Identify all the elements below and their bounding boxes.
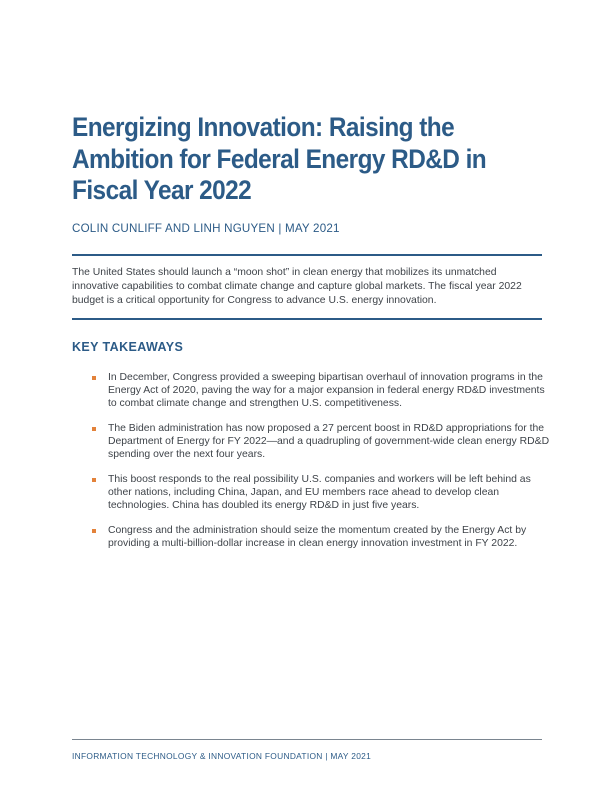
square-bullet-icon	[92, 478, 96, 482]
takeaway-item	[92, 524, 552, 550]
summary-top-rule	[72, 254, 542, 256]
summary-paragraph: The United States should launch a “moon shot” in clean energy that mobilizes its unmatched innovative capabilities to combat climate change and capture global markets. The fiscal year 2022 budget is a critical opportunity for Congress to advance U.S. energy innovation.	[72, 267, 522, 306]
square-bullet-icon	[92, 376, 96, 380]
key-takeaways-list	[92, 371, 552, 562]
footer-rule	[72, 739, 542, 740]
page-footer: INFORMATION TECHNOLOGY & INNOVATION FOUNDATION | MAY 2021	[72, 751, 372, 761]
takeaway-item	[92, 422, 552, 461]
takeaway-text: This boost responds to the real possibility U.S. companies and workers will be left behind as other nations, including China, Japan, and EU members race ahead to develop clean technologies. China has doubled its energy RD&D in just five years.	[108, 474, 531, 511]
report-title: Energizing Innovation: Raising the Ambition for Federal Energy RD&D in Fiscal Year 2022	[72, 112, 487, 205]
square-bullet-icon	[92, 529, 96, 533]
takeaway-text: Congress and the administration should seize the momentum created by the Energy Act by providing a multi-billion-dollar increase in clean energy innovation investment in FY 2022.	[108, 525, 527, 549]
takeaway-text: In December, Congress provided a sweeping bipartisan overhaul of innovation programs in the Energy Act of 2020, paving the way for a major expansion in federal energy RD&D investments to combat climate change and strengthen U.S. competitiveness.	[108, 372, 545, 409]
takeaway-item	[92, 473, 552, 512]
key-takeaways-heading: KEY TAKEAWAYS	[72, 340, 184, 354]
square-bullet-icon	[92, 427, 96, 431]
takeaway-text: The Biden administration has now proposed a 27 percent boost in RD&D appropriations for the Department of Energy for FY 2022—and a quadrupling of government-wide clean energy RD&D spending over the next four years.	[108, 423, 550, 460]
summary-bottom-rule	[72, 318, 542, 320]
author-byline: COLIN CUNLIFF AND LINH NGUYEN | MAY 2021	[72, 222, 340, 235]
takeaway-item	[92, 371, 552, 410]
